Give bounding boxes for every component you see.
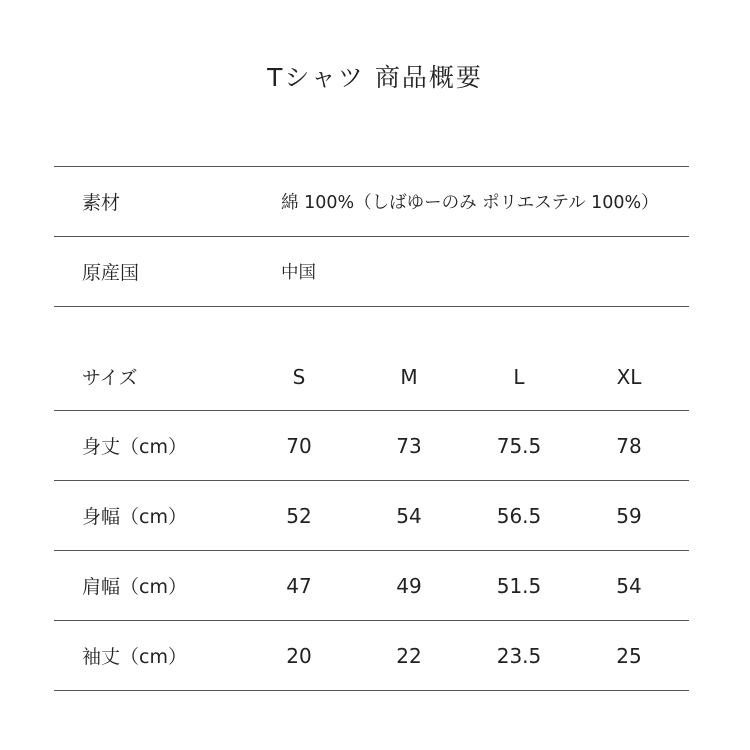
size-header-label: サイズ <box>82 367 138 389</box>
row-label-body-width: 身幅（cm） <box>82 506 187 528</box>
table-cell: 75.5 <box>496 433 542 458</box>
table-row <box>54 411 689 481</box>
material-value: 綿 100%（しばゆーのみ ポリエステル 100%） <box>281 193 659 213</box>
table-cell: 78 <box>616 433 642 458</box>
size-s-header: S <box>292 364 306 389</box>
origin-value: 中国 <box>281 263 316 283</box>
table-row <box>54 621 689 691</box>
row-label-sleeve-length: 袖丈（cm） <box>82 646 187 668</box>
table-cell: 22 <box>396 643 422 668</box>
table-cell: 51.5 <box>496 573 542 598</box>
table-cell: 25 <box>616 643 642 668</box>
row-label-body-length: 身丈（cm） <box>82 436 187 458</box>
table-cell: 56.5 <box>496 503 542 528</box>
size-m-header: M <box>400 364 418 389</box>
table-cell: 49 <box>396 573 422 598</box>
info-row-origin <box>54 237 689 307</box>
table-cell: 52 <box>286 503 312 528</box>
table-cell: 73 <box>396 433 422 458</box>
table-row <box>54 551 689 621</box>
table-cell: 59 <box>616 503 642 528</box>
table-row <box>54 481 689 551</box>
table-cell: 70 <box>286 433 312 458</box>
page-title: Tシャツ 商品概要 <box>267 63 483 92</box>
material-label: 素材 <box>82 192 121 214</box>
info-row-material <box>54 167 689 237</box>
row-label-shoulder-width: 肩幅（cm） <box>82 576 187 598</box>
size-header-row <box>54 343 689 411</box>
table-cell: 23.5 <box>496 643 542 668</box>
size-table <box>54 343 689 691</box>
product-info-table <box>54 166 689 307</box>
table-cell: 20 <box>286 643 312 668</box>
table-cell: 54 <box>396 503 422 528</box>
size-xl-header: XL <box>616 364 642 389</box>
origin-label: 原産国 <box>82 262 140 284</box>
table-cell: 47 <box>286 573 312 598</box>
table-cell: 54 <box>616 573 642 598</box>
size-l-header: L <box>513 364 525 389</box>
